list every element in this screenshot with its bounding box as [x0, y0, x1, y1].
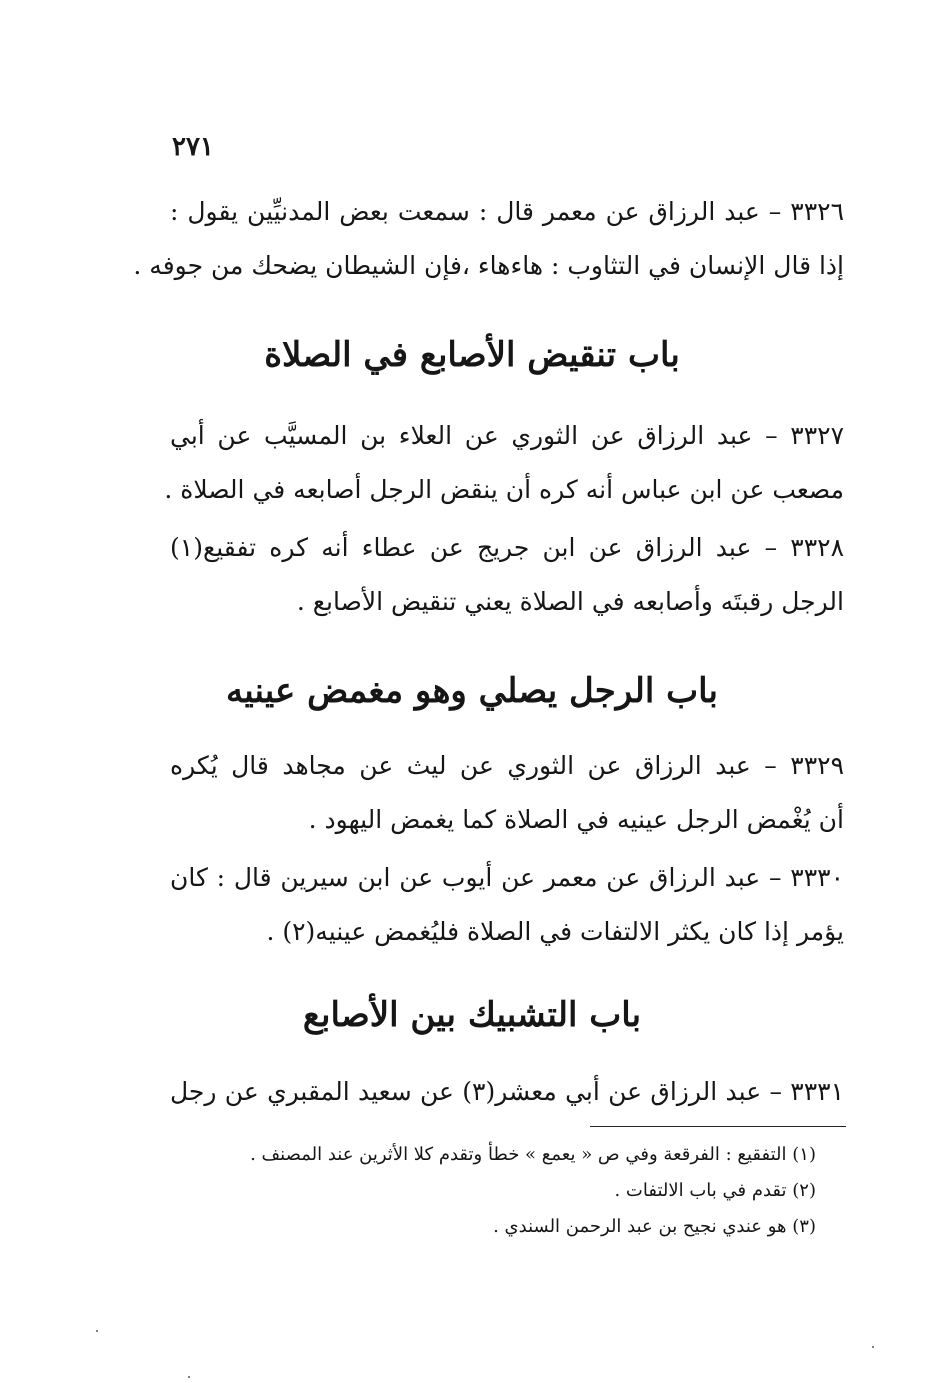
scan-speck	[96, 1330, 98, 1332]
hadith-3330-line-1: ٣٣٣٠ – عبد الرزاق عن معمر عن أيوب عن ابن سيرين قال : كان	[170, 863, 844, 892]
hadith-3327-line-1: ٣٣٢٧ – عبد الرزاق عن الثوري عن العلاء بن المسيَّب عن أبي	[170, 421, 844, 450]
section-heading-eyes-closed: باب الرجل يصلي وهو مغمض عينيه	[225, 671, 719, 711]
scan-speck	[872, 1346, 874, 1348]
hadith-3329-line-1: ٣٣٢٩ – عبد الرزاق عن الثوري عن ليث عن مجاهد قال يُكره	[170, 751, 844, 780]
hadith-3328-line-1: ٣٣٢٨ – عبد الرزاق عن ابن جريج عن عطاء أنه كره تفقيع(١)	[170, 533, 844, 562]
page-number: ٢٧١	[172, 132, 214, 162]
hadith-3328-line-2: الرجل رقبتَه وأصابعه في الصلاة يعني تنقيض الأصابع .	[296, 587, 844, 616]
footnote-divider	[590, 1126, 846, 1127]
hadith-3331-line-1: ٣٣٣١ – عبد الرزاق عن أبي معشر(٣) عن سعيد المقبري عن رجل	[170, 1077, 844, 1106]
footnote-2: (٢) تقدم في باب الالتفات .	[614, 1180, 816, 1201]
hadith-3327-line-2: مصعب عن ابن عباس أنه كره أن ينقض الرجل أصابعه في الصلاة .	[164, 475, 844, 504]
hadith-3330-line-2: يؤمر إذا كان يكثر الالتفات في الصلاة فليُغمض عينيه(٢) .	[266, 917, 844, 946]
section-heading-interlacing-fingers: باب التشبيك بين الأصابع	[302, 995, 642, 1035]
scan-speck	[188, 1376, 190, 1378]
footnote-1: (١) التفقيع : الفرقعة وفي ص « يعمع » خطأ وتقدم كلا الأثرين عند المصنف .	[250, 1144, 816, 1165]
hadith-3326-line-2: إذا قال الإنسان في التثاوب : هاءهاء ،فإن الشيطان يضحك من جوفه .	[133, 251, 844, 280]
hadith-3326-line-1: ٣٣٢٦ – عبد الرزاق عن معمر قال : سمعت بعض المدنيِّين يقول :	[170, 197, 844, 226]
section-heading-finger-cracking: باب تنقيض الأصابع في الصلاة	[264, 335, 680, 375]
hadith-3329-line-2: أن يُغْمض الرجل عينيه في الصلاة كما يغمض اليهود .	[308, 805, 844, 834]
footnote-3: (٣) هو عندي نجيح بن عبد الرحمن السندي .	[493, 1216, 816, 1237]
